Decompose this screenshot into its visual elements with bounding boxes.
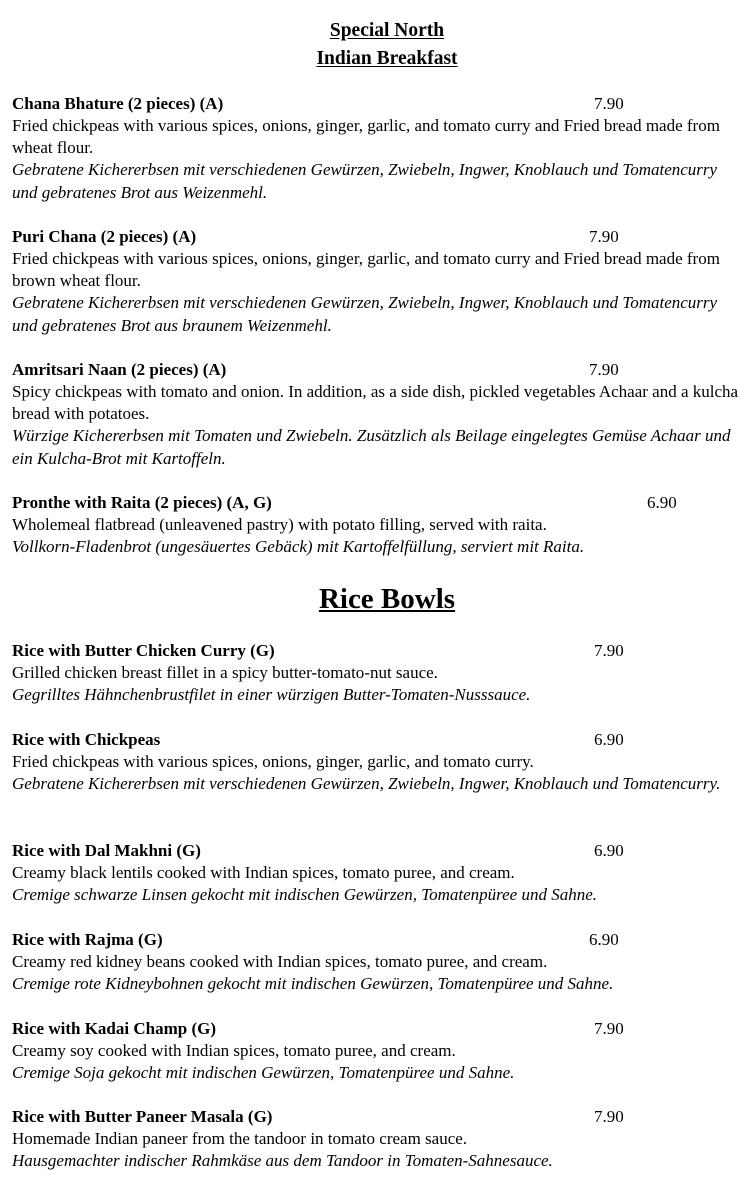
item-price: 7.90 [594, 1107, 624, 1126]
item-name: Pronthe with Raita (2 pieces) (A, G) [12, 493, 272, 512]
menu-item-rice-rajma [12, 929, 742, 995]
item-name: Rice with Butter Paneer Masala (G) [12, 1107, 273, 1126]
menu-item-chana-bhature [12, 93, 742, 204]
item-description-de: Gebratene Kichererbsen mit verschiedenen Gewürzen, Zwiebeln, Ingwer, Knoblauch und Tomatencurry und gebratenes Brot aus Weizenmehl. [12, 160, 718, 202]
item-description-de: Gebratene Kichererbsen mit verschiedenen Gewürzen, Zwiebeln, Ingwer, Knoblauch und Tomatencurry und gebratenes Brot aus braunem Weizenmehl. [12, 293, 718, 335]
item-description-en: Homemade Indian paneer from the tandoor in tomato cream sauce. [12, 1129, 468, 1148]
item-description-en: Fried chickpeas with various spices, onions, ginger, garlic, and tomato curry and Fried bread made from brown wheat flour. [12, 249, 720, 291]
item-name: Rice with Dal Makhni (G) [12, 841, 201, 860]
item-description-de: Würzige Kichererbsen mit Tomaten und Zwiebeln. Zusätzlich als Beilage eingelegtes Gemüse Achaar und ein Kulcha-Brot mit Kartoffeln. [12, 426, 731, 468]
item-description-de: Cremige rote Kidneybohnen gekocht mit indischen Gewürzen, Tomatenpüree und Sahne. [12, 974, 614, 994]
section-title-line: Indian Breakfast [316, 48, 458, 69]
item-name: Rice with Chickpeas [12, 730, 161, 749]
item-description-en: Fried chickpeas with various spices, onions, ginger, garlic, and tomato curry and Fried bread made from wheat flour. [12, 116, 720, 158]
item-description-de: Cremige Soja gekocht mit indischen Gewürzen, Tomatenpüree und Sahne. [12, 1063, 515, 1083]
item-description-de: Gegrilltes Hähnchenbrustfilet in einer würzigen Butter-Tomaten-Nusssauce. [12, 685, 531, 705]
menu-item-amritsari-naan [12, 359, 742, 470]
item-description-en: Wholemeal flatbread (unleavened pastry) with potato filling, served with raita. [12, 515, 547, 534]
item-price: 7.90 [594, 641, 624, 660]
item-description-en: Grilled chicken breast fillet in a spicy butter-tomato-nut sauce. [12, 663, 438, 682]
item-name: Rice with Butter Chicken Curry (G) [12, 641, 275, 660]
menu-item-rice-kadai-champ [12, 1018, 742, 1084]
item-price: 7.90 [589, 360, 619, 379]
item-description-de: Hausgemachter indischer Rahmkäse aus dem Tandoor in Tomaten-Sahnesauce. [12, 1151, 553, 1171]
item-description-de: Gebratene Kichererbsen mit verschiedenen Gewürzen, Zwiebeln, Ingwer, Knoblauch und Tomatencurry. [12, 774, 721, 794]
item-price: 6.90 [594, 730, 624, 749]
item-description-en: Fried chickpeas with various spices, onions, ginger, garlic, and tomato curry. [12, 752, 534, 771]
item-price: 6.90 [594, 841, 624, 860]
section-title-line: Special North [329, 20, 445, 41]
section-title-rice-bowls [0, 582, 754, 616]
menu-item-rice-chickpeas [12, 729, 742, 795]
menu-item-rice-dal-makhni [12, 840, 742, 906]
item-price: 7.90 [589, 227, 619, 246]
item-name: Rice with Kadai Champ (G) [12, 1019, 216, 1038]
menu-item-rice-butter-chicken [12, 640, 742, 706]
item-description-en: Spicy chickpeas with tomato and onion. In addition, as a side dish, pickled vegetables Achaar and a kulcha bread with potatoes. [12, 382, 739, 424]
item-description-en: Creamy black lentils cooked with Indian spices, tomato puree, and cream. [12, 863, 515, 882]
item-description-en: Creamy red kidney beans cooked with Indian spices, tomato puree, and cream. [12, 952, 548, 971]
menu-item-puri-chana [12, 226, 742, 337]
item-name: Puri Chana (2 pieces) (A) [12, 227, 197, 246]
item-price: 7.90 [594, 94, 624, 113]
item-name: Amritsari Naan (2 pieces) (A) [12, 360, 227, 379]
section-title-breakfast [0, 17, 754, 73]
item-description-de: Cremige schwarze Linsen gekocht mit indischen Gewürzen, Tomatenpüree und Sahne. [12, 885, 598, 905]
item-price: 6.90 [647, 493, 677, 512]
item-description-en: Creamy soy cooked with Indian spices, tomato puree, and cream. [12, 1041, 456, 1060]
section-title-line: Rice Bowls [318, 583, 456, 615]
item-price: 7.90 [594, 1019, 624, 1038]
menu-item-rice-butter-paneer [12, 1106, 742, 1172]
item-price: 6.90 [589, 930, 619, 949]
menu-item-pronthe-raita [12, 492, 742, 558]
item-description-de: Vollkorn-Fladenbrot (ungesäuertes Gebäck) mit Kartoffelfüllung, serviert mit Raita. [12, 537, 585, 557]
item-name: Rice with Rajma (G) [12, 930, 163, 949]
item-name: Chana Bhature (2 pieces) (A) [12, 94, 224, 113]
